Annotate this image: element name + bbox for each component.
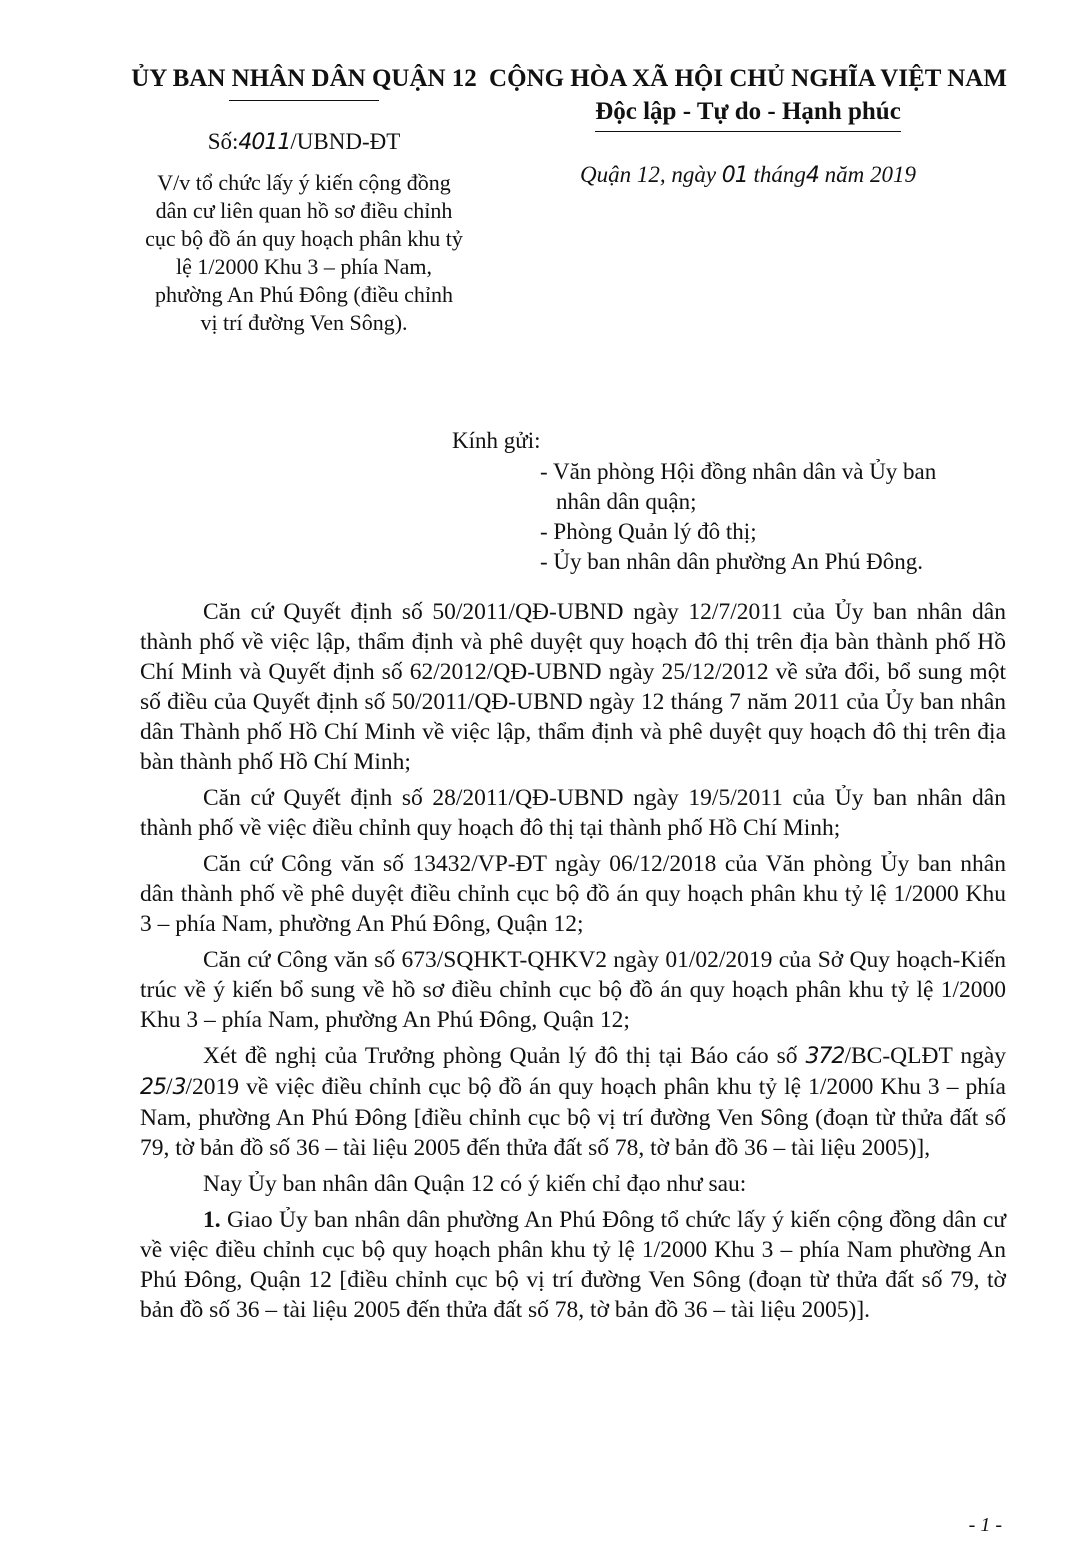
issuer-underline: [229, 100, 379, 101]
date-day-handwritten: 01: [721, 163, 748, 188]
body-paragraph: [140, 1041, 1006, 1163]
recipient-list: [540, 457, 1020, 577]
body-paragraph: Căn cứ Công văn số 13432/VP-ĐT ngày 06/12/2018 của Văn phòng Ủy ban nhân dân thành phố về phê duyệt điều chỉnh cục bộ đồ án quy hoạch phân khu tỷ lệ 1/2000 Khu 3 – phía Nam, phường An Phú Đông, Quận 12;: [140, 851, 1006, 937]
recipient-item: - Văn phòng Hội đồng nhân dân và Ủy ban: [540, 459, 937, 484]
report-number-handwritten: 372: [805, 1044, 845, 1069]
body-paragraph: Nay Ủy ban nhân dân Quận 12 có ý kiến chỉ đạo như sau:: [203, 1171, 747, 1197]
paragraph-text: /2019 về việc điều chỉnh cục bộ đồ án quy hoạch phân khu tỷ lệ 1/2000 Khu 3 – phía Nam, phường An Phú Đông [điều chỉnh cục bộ vị trí đường Ven Sông (đoạn từ thửa đất số 79, tờ bản đồ số 36 – tài liệu 2005 đến thửa đất số 78, tờ bản đồ 36 – tài liệu 2005)],: [140, 1074, 1006, 1161]
recipient-item: - Phòng Quản lý đô thị;: [540, 519, 757, 544]
national-header: [488, 62, 1008, 188]
recipient-item-continuation: nhân dân quận;: [556, 489, 697, 514]
subject-line: cục bộ đồ án quy hoạch phân khu tỷ: [145, 226, 463, 251]
subject-line: phường An Phú Đông (điều chỉnh: [155, 282, 453, 307]
document-body: [140, 597, 1006, 1331]
date-prefix: Quận 12, ngày: [579, 162, 717, 187]
paragraph-text: /: [166, 1074, 173, 1100]
paragraph-text: Xét đề nghị của Trưởng phòng Quản lý đô thị tại Báo cáo số: [203, 1043, 806, 1069]
subject-line: dân cư liên quan hồ sơ điều chỉnh: [155, 198, 453, 223]
subject-line: lệ 1/2000 Khu 3 – phía Nam,: [175, 254, 433, 279]
paragraph-text: /BC-QLĐT ngày: [844, 1043, 1006, 1069]
paragraph-text: Giao Ủy ban nhân dân phường An Phú Đông tổ chức lấy ý kiến cộng đồng dân cư về việc điều chỉnh cục bộ quy hoạch phân khu tỷ lệ 1/2000 Khu 3 – phía Nam phường An Phú Đông, Quận 12 [điều chỉnh cục bộ vị trí đường Ven Sông (đoạn từ thửa đất số 79, tờ bản đồ số 36 – tài liệu 2005 đến thửa đất số 78, tờ bản đồ 36 – tài liệu 2005)].: [140, 1207, 1006, 1323]
report-month-handwritten: 3: [172, 1075, 186, 1100]
page-number: - 1 -: [968, 1514, 1002, 1536]
subject-block: [128, 169, 480, 337]
national-motto: Độc lập - Tự do - Hạnh phúc: [595, 96, 901, 132]
issuer-name: ỦY BAN NHÂN DÂN QUẬN 12: [131, 65, 477, 92]
date-line: [488, 162, 1008, 188]
subject-line: vị trí đường Ven Sông).: [200, 310, 408, 335]
clause-number: 1.: [203, 1207, 221, 1233]
issuer-block: [128, 62, 480, 337]
document-number-handwritten: 4011: [238, 130, 291, 155]
document-number-suffix: /UBND-ĐT: [290, 129, 401, 154]
document-number: [128, 129, 480, 155]
date-year: năm 2019: [824, 162, 917, 187]
subject-line: V/v tổ chức lấy ý kiến cộng đồng: [157, 170, 451, 195]
greeting: Kính gửi:: [452, 428, 541, 453]
report-day-handwritten: 25: [140, 1075, 166, 1100]
document-number-prefix: Số:: [207, 129, 239, 154]
body-paragraph: Căn cứ Quyết định số 50/2011/QĐ-UBND ngày 12/7/2011 của Ủy ban nhân dân thành phố về việc lập, thẩm định và phê duyệt quy hoạch đô thị trên địa bàn thành phố Hồ Chí Minh và Quyết định số 62/2012/QĐ-UBND ngày 25/12/2012 về sửa đổi, bổ sung một số điều của Quyết định số 50/2011/QĐ-UBND ngày 12 tháng 7 năm 2011 của Ủy ban nhân dân Thành phố Hồ Chí Minh về việc lập, thẩm định và phê duyệt quy hoạch đô thị trên địa bàn thành phố Hồ Chí Minh;: [140, 599, 1006, 775]
country-name: CỘNG HÒA XÃ HỘI CHỦ NGHĨA VIỆT NAM: [489, 65, 1007, 92]
date-month-label: tháng: [753, 162, 806, 187]
recipient-item: - Ủy ban nhân dân phường An Phú Đông.: [540, 549, 924, 574]
date-month-handwritten: 4: [805, 163, 819, 188]
body-paragraph: [140, 1205, 1006, 1325]
body-paragraph: Căn cứ Quyết định số 28/2011/QĐ-UBND ngày 19/5/2011 của Ủy ban nhân dân thành phố về việc điều chỉnh quy hoạch đô thị tại thành phố Hồ Chí Minh;: [140, 785, 1006, 841]
body-paragraph: Căn cứ Công văn số 673/SQHKT-QHKV2 ngày 01/02/2019 của Sở Quy hoạch-Kiến trúc về ý kiến bổ sung về hồ sơ điều chỉnh cục bộ đồ án quy hoạch phân khu tỷ lệ 1/2000 Khu 3 – phía Nam, phường An Phú Đông, Quận 12;: [140, 947, 1006, 1033]
